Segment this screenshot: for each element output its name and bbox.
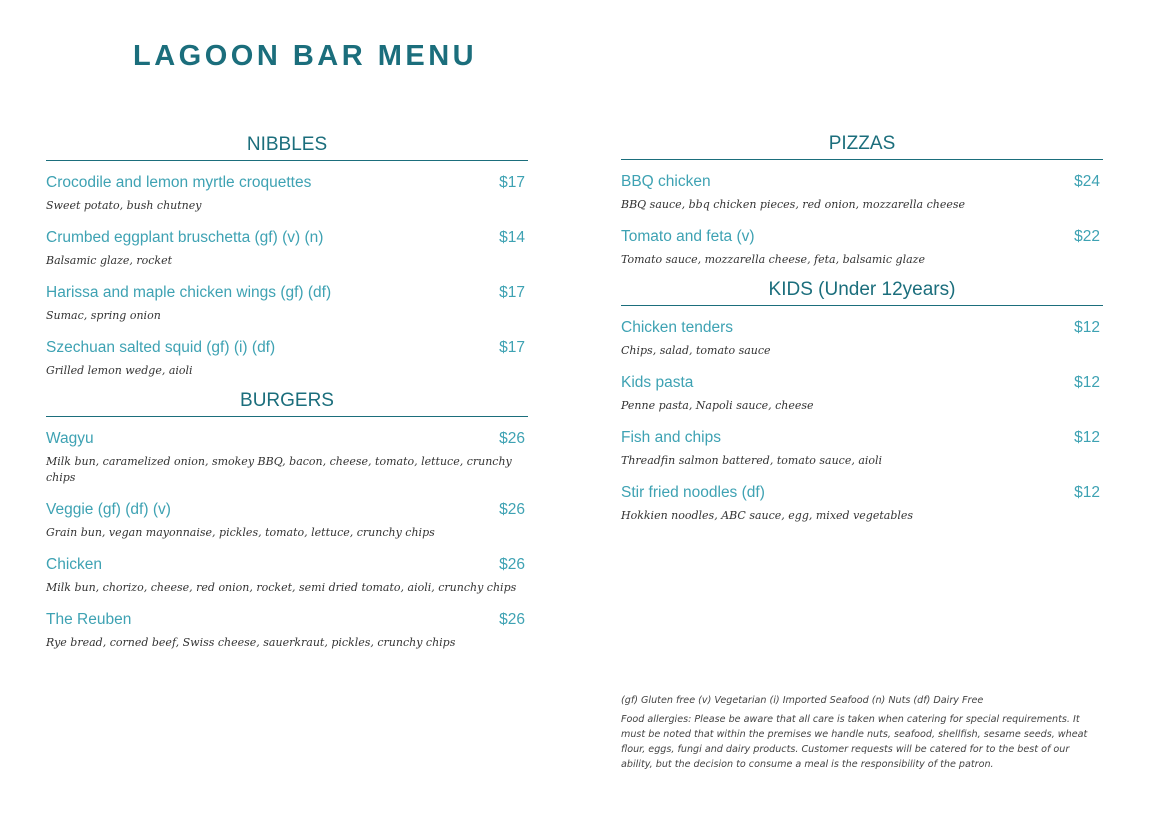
item-name: Szechuan salted squid (gf) (i) (df) [46,339,276,356]
section-heading: NIBBLES [46,133,528,161]
item-price: $12 [1074,319,1100,336]
item-description: Penne pasta, Napoli sauce, cheese [621,399,814,412]
item-description: Chips, salad, tomato sauce [621,344,771,357]
allergy-notice: Food allergies: Please be aware that all care is taken when catering for special requirements. It must be noted that within the premises we handle nuts, seafood, shellfish, sesame seeds, wheat flour, eggs, fungi and dairy products. Customer requests will be catered for to the best of our ability, but the decision to consume a meal is the responsibility of the patron. [621,714,1088,770]
item-description: Sweet potato, bush chutney [46,199,202,212]
item-description: BBQ sauce, bbq chicken pieces, red onion, mozzarella cheese [621,198,966,211]
item-description: Tomato sauce, mozzarella cheese, feta, balsamic glaze [621,253,925,266]
item-description: Grilled lemon wedge, aioli [46,364,193,377]
item-description: Milk bun, chorizo, cheese, red onion, rocket, semi dried tomato, aioli, crunchy chips [46,581,517,594]
item-description: Milk bun, caramelized onion, smokey BBQ, bacon, cheese, tomato, lettuce, crunchy chips [46,455,512,484]
menu-item [46,555,528,596]
item-name: Chicken tenders [621,319,734,336]
item-name: Kids pasta [621,374,694,391]
item-price: $26 [499,430,525,447]
item-name: Stir fried noodles (df) [621,484,765,501]
menu-title: LAGOON BAR MENU [133,40,478,72]
menu-item [46,338,528,379]
section-heading: PIZZAS [621,132,1103,160]
item-name: Wagyu [46,430,94,447]
menu-item [621,428,1103,469]
item-name: Chicken [46,556,102,573]
item-price: $12 [1074,429,1100,446]
item-name: Tomato and feta (v) [621,228,755,245]
item-description: Grain bun, vegan mayonnaise, pickles, tomato, lettuce, crunchy chips [46,526,435,539]
menu-item [621,318,1103,359]
section-burgers [46,389,528,651]
item-description: Sumac, spring onion [46,309,161,322]
menu-item [46,283,528,324]
menu-item [46,173,528,214]
item-price: $14 [499,229,525,246]
item-price: $26 [499,556,525,573]
item-price: $22 [1074,228,1100,245]
menu-item [46,429,528,486]
menu-item [46,228,528,269]
item-description: Rye bread, corned beef, Swiss cheese, sauerkraut, pickles, crunchy chips [46,636,456,649]
section-heading: BURGERS [46,389,528,417]
menu-item [621,172,1103,213]
item-name: Fish and chips [621,429,721,446]
item-price: $17 [499,174,525,191]
item-name: The Reuben [46,611,132,628]
section-nibbles [46,133,528,379]
section-pizzas [621,132,1103,268]
menu-item [46,500,528,541]
item-description: Threadfin salmon battered, tomato sauce, aioli [621,454,883,467]
item-price: $17 [499,339,525,356]
item-price: $12 [1074,484,1100,501]
left-column [46,133,528,665]
item-name: Crumbed eggplant bruschetta (gf) (v) (n) [46,229,324,246]
item-description: Hokkien noodles, ABC sauce, egg, mixed vegetables [621,509,914,522]
item-price: $17 [499,284,525,301]
item-name: Harissa and maple chicken wings (gf) (df) [46,284,332,301]
item-price: $26 [499,501,525,518]
right-column [621,132,1103,538]
item-name: Veggie (gf) (df) (v) [46,501,171,518]
item-description: Balsamic glaze, rocket [46,254,173,267]
item-name: Crocodile and lemon myrtle croquettes [46,174,312,191]
section-kids [621,278,1103,524]
menu-item [621,483,1103,524]
section-heading: KIDS (Under 12years) [621,278,1103,306]
item-name: BBQ chicken [621,173,711,190]
menu-item [621,373,1103,414]
dietary-legend: (gf) Gluten free (v) Vegetarian (i) Imported Seafood (n) Nuts (df) Dairy Free [621,695,984,706]
item-price: $26 [499,611,525,628]
item-price: $12 [1074,374,1100,391]
menu-notes [621,693,1091,772]
menu-item [46,610,528,651]
item-price: $24 [1074,173,1100,190]
menu-item [621,227,1103,268]
